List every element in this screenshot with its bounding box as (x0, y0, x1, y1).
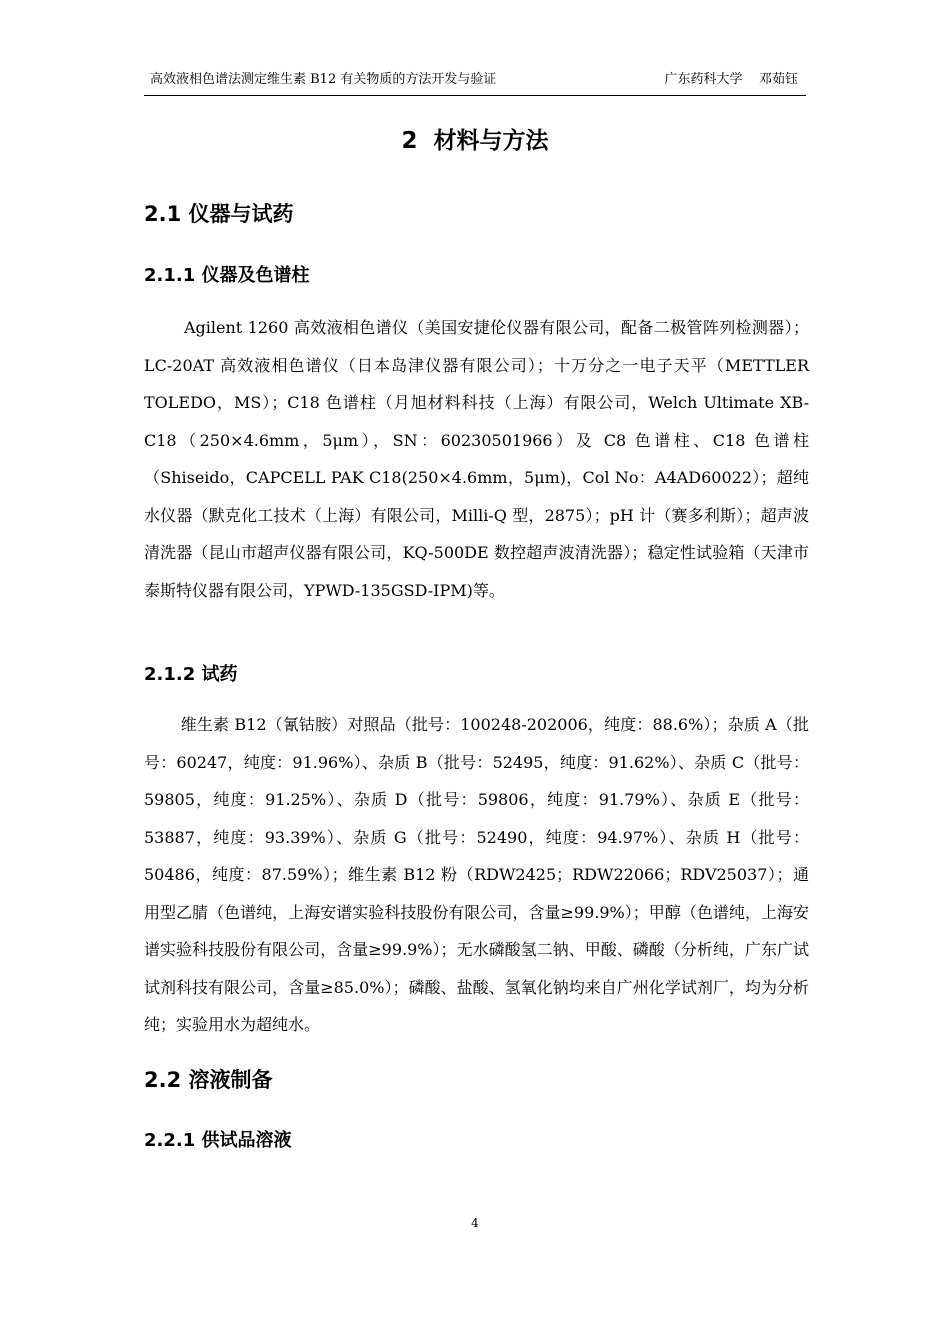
section-heading-2-1-1: 2.1.1 仪器及色谱柱 (144, 265, 310, 286)
section-heading-2-1-2: 2.1.2 试药 (144, 664, 238, 685)
section-heading-2-2: 2.2 溶液制备 (144, 1068, 273, 1092)
chapter-title: 2 材料与方法 (401, 128, 549, 154)
section-heading-2-2-1: 2.2.1 供试品溶液 (144, 1130, 292, 1151)
section-heading-2-1: 2.1 仪器与试药 (144, 202, 294, 226)
header-rule (144, 95, 806, 96)
paragraph-reagents: 维生素 B12（氰钴胺）对照品（批号：100248-202006，纯度：88.6%）；杂质 A（批号：60247，纯度：91.96%）、杂质 B（批号：52495，纯度：91.62%）、杂质 C（批号：59805，纯度：91.25%）、杂质 D（批号：59806，纯度：91.79%）、杂质 E（批号：53887，纯度：93.39%）、杂质 G（批号：52490，纯度：94.97%）、杂质 H（批号：50486，纯度：87.59%）；维生素 B12 粉（RDW2425；RDW22066；RDV25037）；通用型乙腈（色谱纯，上海安谱实验科技股份有限公司，含量≥99.9%）；甲醇（色谱纯，上海安谱实验科技股份有限公司，含量≥99.9%）；无水磷酸氢二钠、甲酸、磷酸（分析纯，广东广试试剂科技有限公司，含量≥85.0%）；磷酸、盐酸、氢氧化钠均来自广州化学试剂厂，均为分析纯；实验用水为超纯水。 (144, 715, 809, 1034)
paragraph-instruments: Agilent 1260 高效液相色谱仪（美国安捷伦仪器有限公司，配备二极管阵列检测器）；LC-20AT 高效液相色谱仪（日本岛津仪器有限公司）；十万分之一电子天平（METTLER TOLEDO，MS）；C18 色谱柱（月旭材料科技（上海）有限公司，Welch Ultimate XB-C18（250×4.6mm，5μm），SN：60230501966）及 C8 色谱柱、C18 色谱柱（Shiseido，CAPCELL PAK C18(250×4.6mm，5μm)，Col No：A4AD60022）；超纯水仪器（默克化工技术（上海）有限公司，Milli-Q 型，2875）；pH 计（赛多利斯）；超声波清洗器（昆山市超声仪器有限公司，KQ-500DE 数控超声波清洗器）；稳定性试验箱（天津市泰斯特仪器有限公司，YPWD-135GSD-IPM)等。 (144, 318, 809, 600)
header-title: 高效液相色谱法测定维生素 B12 有关物质的方法开发与验证 (150, 72, 497, 87)
header-author: 广东药科大学 邓茹钰 (664, 72, 798, 87)
page-number: 4 (471, 1216, 479, 1230)
page-header (144, 68, 806, 92)
